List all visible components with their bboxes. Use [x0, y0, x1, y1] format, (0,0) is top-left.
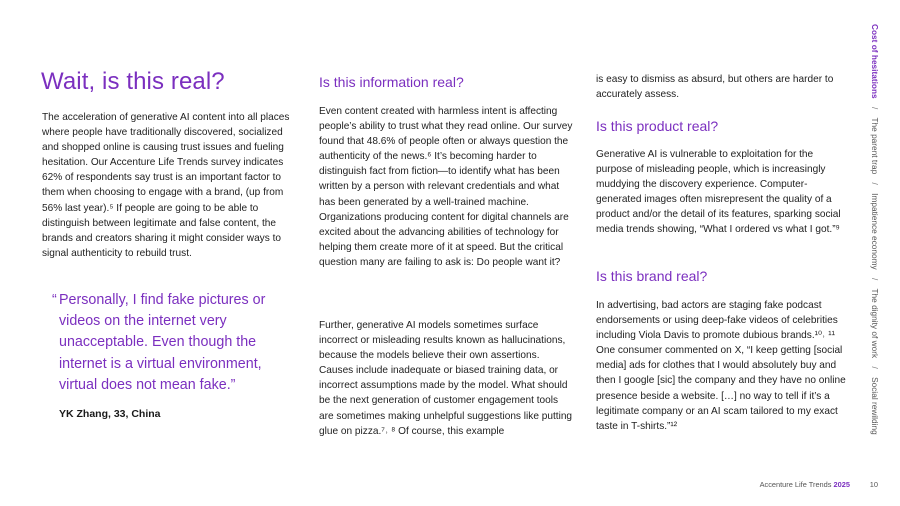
quote-open-mark: “	[52, 292, 57, 308]
heading-brand-real: Is this brand real?	[596, 268, 708, 284]
information-paragraph-1: Even content created with harmless intent is affecting people’s ability to trust what they read online. Our survey found that 48.6% of people often or always question the authenticity of the news.⁶ It’s becoming harder to distinguish fact from fiction—to identify what has been written by a person with relevant credentials and what has been generated by a well-trained machine. Organizations producing content for digital channels are excited about the advancing abilities of technology for helping them create more of it at speed. But the critical question many are failing to ask is: Do people want it?	[319, 106, 573, 268]
footer-brand-name: Accenture Life Trends	[759, 480, 832, 489]
page-number: 10	[869, 480, 878, 489]
nav-separator: /	[870, 366, 880, 369]
footer-year: 2025	[833, 480, 850, 489]
nav-item-parent-trap[interactable]: The parent trap	[870, 117, 880, 175]
nav-separator: /	[870, 278, 880, 281]
nav-item-impatience-economy[interactable]: Impatience economy	[870, 193, 880, 270]
section-nav	[866, 18, 886, 435]
intro-paragraph: The acceleration of generative AI content into all places where people have traditionally discovered, socialized and shopped online is causing trust issues and fueling hesitation. Our Accenture Life Trends survey indicates 62% of respondents say trust is an important factor to them when choosing to engage with a brand, (up from 56% last year).⁵ If people are going to be able to distinguish between legitimate and false content, the brands and creators sharing it might consider ways to signal authenticity to rebuild trust.	[42, 112, 290, 259]
brand-paragraph: In advertising, bad actors are staging fake podcast endorsements or using deep-fake videos of celebrities including Viola Davis to promote dubious brands.¹⁰˒ ¹¹ One consumer commented on X, “I keep getting [social media] ads for clothes that I would absolutely buy and then I google [sic] the company and they have no online presence beside a website. […] no way to tell if it’s a legitimate company or an AI scam tailored to my exact taste in T-shirts.”¹²	[596, 300, 846, 432]
nav-item-social-rewilding[interactable]: Social rewilding	[870, 377, 880, 435]
product-paragraph: Generative AI is vulnerable to exploitation for the purpose of misleading people, which is increasingly muddying the discovery experience. Computer-generated images often misrepresent the quality of a product and/or the detail of its features, sparking social media trends showing, “What I ordered vs what I got.”⁹	[596, 149, 841, 236]
footer-brand	[760, 480, 850, 489]
nav-item-cost-of-hesitations[interactable]: Cost of hesitations	[870, 24, 880, 99]
quote-attribution: YK Zhang, 33, China	[59, 408, 161, 420]
continued-paragraph: is easy to dismiss as absurd, but others are harder to accurately assess.	[596, 74, 834, 101]
nav-separator: /	[870, 107, 880, 110]
pull-quote	[52, 290, 289, 396]
heading-information-real: Is this information real?	[319, 74, 464, 90]
nav-separator: /	[870, 182, 880, 185]
heading-product-real: Is this product real?	[596, 118, 719, 134]
quote-text: Personally, I find fake pictures or videos on the internet very unacceptable. Even though the internet is a virtual environment, virtual does not mean fake.”	[59, 292, 266, 393]
information-paragraph-2: Further, generative AI models sometimes surface incorrect or misleading results known as hallucinations, because the models believe their own assertions. Causes include inadequate or biased training data, or incorrect assumptions made by the model. What should be the next generation of customer engagement tools are sometimes making unhelpful suggestions like putting glue on pizza.⁷˒ ⁸ Of course, this example	[319, 320, 573, 437]
nav-item-dignity-of-work[interactable]: The dignity of work	[870, 288, 880, 359]
page-title: Wait, is this real?	[41, 68, 225, 95]
